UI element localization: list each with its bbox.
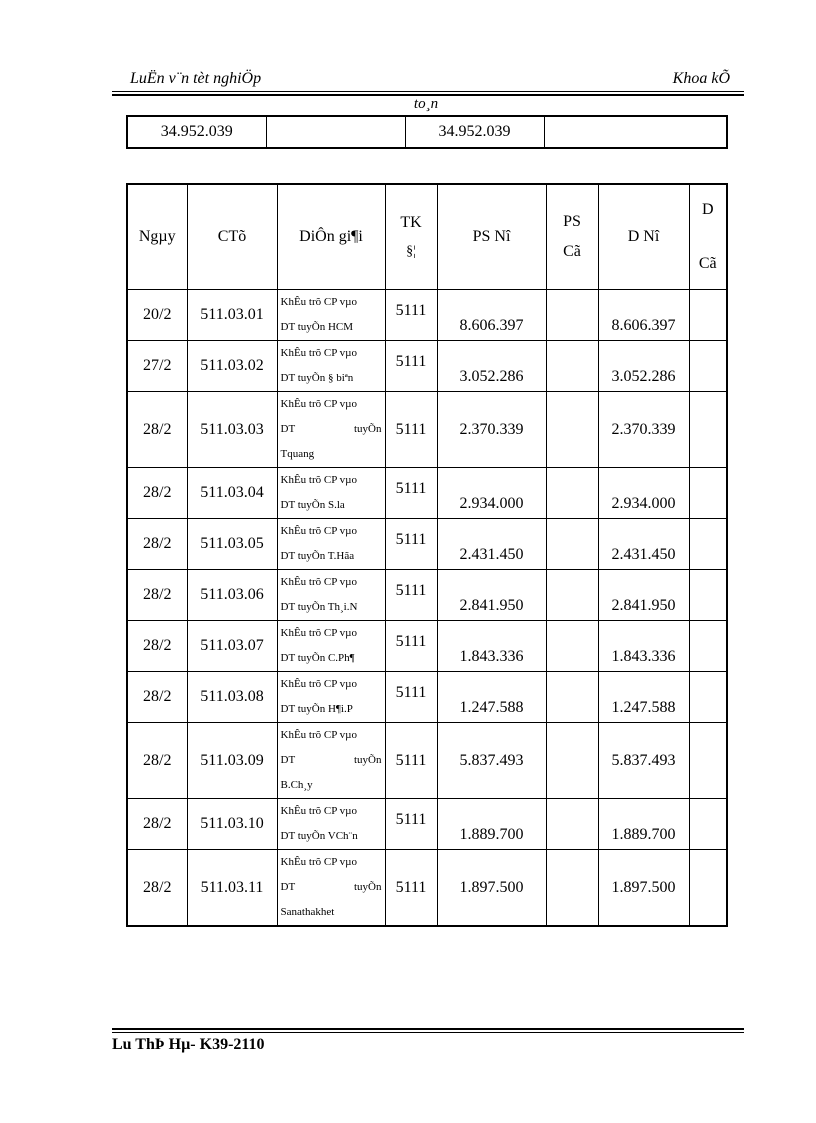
ledger-header-row — [127, 184, 727, 290]
col-header-account-line2: §¦ — [406, 244, 416, 259]
description-line: KhÊu trõ CP vµo — [280, 678, 358, 690]
description-line: KhÊu trõ CP vµo — [280, 347, 358, 359]
cell-balance-debit: 5.837.493 — [598, 723, 689, 799]
footer-author: Lu ThÞ Hµ- K39-2110 — [112, 1036, 265, 1053]
cell-debit: 5.837.493 — [437, 723, 546, 799]
description-word: tuyÕn — [354, 423, 382, 435]
cell-balance-credit — [689, 290, 727, 341]
cell-credit — [546, 621, 598, 672]
cell-description — [277, 519, 385, 570]
description-word: DT — [280, 754, 296, 766]
cell-credit — [546, 290, 598, 341]
cell-voucher: 511.03.01 — [187, 290, 277, 341]
cell-debit: 1.897.500 — [437, 850, 546, 927]
col-header-account-line1: TK — [400, 214, 422, 231]
cell-account: 5111 — [385, 672, 437, 723]
cell-credit — [546, 341, 598, 392]
description-line: DT tuyÕn S.la — [280, 499, 345, 511]
description-line: Sanathakhet — [280, 906, 335, 918]
cell-debit: 3.052.286 — [437, 341, 546, 392]
cell-description — [277, 799, 385, 850]
cell-voucher: 511.03.02 — [187, 341, 277, 392]
description-line: Tquang — [280, 448, 315, 460]
cell-credit — [546, 723, 598, 799]
ledger-row — [127, 799, 727, 850]
description-line — [281, 875, 382, 900]
cell-date: 28/2 — [127, 799, 187, 850]
cell-debit: 2.934.000 — [437, 468, 546, 519]
page-header — [112, 70, 744, 92]
cell-voucher: 511.03.04 — [187, 468, 277, 519]
cell-voucher: 511.03.05 — [187, 519, 277, 570]
cell-debit: 1.889.700 — [437, 799, 546, 850]
cell-description — [277, 672, 385, 723]
cell-account: 5111 — [385, 850, 437, 927]
cell-date: 28/2 — [127, 850, 187, 927]
ledger-row — [127, 290, 727, 341]
description-line: DT tuyÕn T.Hãa — [280, 550, 355, 562]
description-line: DT tuyÕn VCh¨n — [280, 830, 358, 842]
cell-balance-debit: 1.247.588 — [598, 672, 689, 723]
cell-balance-credit — [689, 850, 727, 927]
header-thesis-title: LuËn v¨n tèt nghiÖp — [130, 70, 262, 87]
cell-balance-credit — [689, 723, 727, 799]
cell-credit — [546, 850, 598, 927]
cell-voucher: 511.03.07 — [187, 621, 277, 672]
cell-date: 27/2 — [127, 341, 187, 392]
cell-balance-debit: 2.841.950 — [598, 570, 689, 621]
cell-voucher: 511.03.09 — [187, 723, 277, 799]
ledger-row — [127, 392, 727, 468]
cell-balance-debit: 2.370.339 — [598, 392, 689, 468]
cell-date: 28/2 — [127, 468, 187, 519]
description-line: KhÊu trõ CP vµo — [280, 525, 358, 537]
description-line — [281, 417, 382, 442]
description-word: tuyÕn — [354, 881, 382, 893]
description-line: KhÊu trõ CP vµo — [280, 856, 358, 868]
ledger-row — [127, 570, 727, 621]
cell-credit — [546, 672, 598, 723]
description-line: DT tuyÕn H¶i.P — [280, 703, 353, 715]
carryover-row — [127, 116, 727, 148]
cell-voucher: 511.03.06 — [187, 570, 277, 621]
description-line: KhÊu trõ CP vµo — [280, 805, 358, 817]
cell-credit — [546, 392, 598, 468]
description-line: KhÊu trõ CP vµo — [280, 729, 358, 741]
cell-description — [277, 570, 385, 621]
cell-description — [277, 290, 385, 341]
col-header-balance-credit-line2: Cã — [698, 255, 717, 272]
cell-credit — [546, 570, 598, 621]
carryover-cell: 34.952.039 — [127, 116, 266, 148]
caption-text: to¸n — [413, 96, 439, 112]
cell-date: 28/2 — [127, 723, 187, 799]
cell-debit: 1.843.336 — [437, 621, 546, 672]
cell-date: 28/2 — [127, 621, 187, 672]
ledger-row — [127, 672, 727, 723]
description-line: DT tuyÕn C.Ph¶ — [280, 652, 355, 664]
cell-account: 5111 — [385, 341, 437, 392]
ledger-row — [127, 519, 727, 570]
carryover-cell: 34.952.039 — [405, 116, 544, 148]
col-header-voucher: CTõ — [187, 184, 277, 290]
cell-date: 20/2 — [127, 290, 187, 341]
cell-voucher: 511.03.10 — [187, 799, 277, 850]
col-header-credit-line2: Cã — [563, 243, 581, 260]
cell-voucher: 511.03.11 — [187, 850, 277, 927]
cell-description — [277, 723, 385, 799]
cell-date: 28/2 — [127, 672, 187, 723]
ledger-row — [127, 468, 727, 519]
cell-description — [277, 850, 385, 927]
cell-balance-credit — [689, 341, 727, 392]
cell-account: 5111 — [385, 799, 437, 850]
col-header-credit-line1: PS — [563, 213, 581, 230]
cell-balance-debit: 2.431.450 — [598, 519, 689, 570]
description-line: KhÊu trõ CP vµo — [280, 398, 358, 410]
ledger-row — [127, 723, 727, 799]
description-word: DT — [280, 881, 296, 893]
header-rule-thin — [112, 91, 744, 92]
cell-account: 5111 — [385, 570, 437, 621]
ledger-row — [127, 621, 727, 672]
cell-debit: 2.841.950 — [437, 570, 546, 621]
carryover-cell — [266, 116, 405, 148]
description-line: B.Ch¸y — [280, 779, 313, 791]
col-header-date: Ngµy — [127, 184, 187, 290]
cell-balance-credit — [689, 672, 727, 723]
cell-description — [277, 392, 385, 468]
cell-account: 5111 — [385, 290, 437, 341]
cell-balance-debit: 2.934.000 — [598, 468, 689, 519]
header-faculty: Khoa kÕ — [672, 70, 730, 87]
cell-balance-credit — [689, 519, 727, 570]
cell-description — [277, 341, 385, 392]
cell-balance-credit — [689, 468, 727, 519]
cell-credit — [546, 799, 598, 850]
ledger-table — [126, 183, 728, 927]
ledger-body — [127, 290, 727, 927]
description-line: DT tuyÕn Th¸i.N — [280, 601, 358, 613]
cell-debit: 1.247.588 — [437, 672, 546, 723]
cell-balance-credit — [689, 392, 727, 468]
col-header-balance-credit-line1: D — [701, 201, 714, 218]
footer-rule-thick — [112, 1028, 744, 1030]
description-line: KhÊu trõ CP vµo — [280, 474, 358, 486]
description-word: DT — [280, 423, 296, 435]
col-header-account — [385, 184, 437, 290]
col-header-debit: PS Nî — [437, 184, 546, 290]
description-line: DT tuyÕn § biªn — [280, 372, 354, 384]
description-line: KhÊu trõ CP vµo — [280, 627, 358, 639]
col-header-balance-credit — [689, 184, 727, 290]
cell-account: 5111 — [385, 468, 437, 519]
cell-description — [277, 468, 385, 519]
cell-voucher: 511.03.08 — [187, 672, 277, 723]
cell-debit: 2.370.339 — [437, 392, 546, 468]
cell-date: 28/2 — [127, 392, 187, 468]
cell-balance-debit: 1.843.336 — [598, 621, 689, 672]
cell-debit: 8.606.397 — [437, 290, 546, 341]
cell-account: 5111 — [385, 723, 437, 799]
cell-balance-debit: 8.606.397 — [598, 290, 689, 341]
cell-credit — [546, 519, 598, 570]
cell-balance-credit — [689, 570, 727, 621]
cell-account: 5111 — [385, 621, 437, 672]
cell-account: 5111 — [385, 519, 437, 570]
cell-balance-debit: 1.889.700 — [598, 799, 689, 850]
cell-balance-credit — [689, 621, 727, 672]
carryover-table — [126, 115, 728, 149]
cell-balance-debit: 3.052.286 — [598, 341, 689, 392]
cell-voucher: 511.03.03 — [187, 392, 277, 468]
cell-balance-credit — [689, 799, 727, 850]
description-line — [281, 748, 382, 773]
cell-date: 28/2 — [127, 570, 187, 621]
col-header-description: DiÔn gi¶i — [277, 184, 385, 290]
carryover-cell — [544, 116, 727, 148]
col-header-credit — [546, 184, 598, 290]
cell-balance-debit: 1.897.500 — [598, 850, 689, 927]
cell-date: 28/2 — [127, 519, 187, 570]
description-line: KhÊu trõ CP vµo — [280, 576, 358, 588]
ledger-row — [127, 850, 727, 927]
cell-description — [277, 621, 385, 672]
cell-debit: 2.431.450 — [437, 519, 546, 570]
cell-credit — [546, 468, 598, 519]
ledger-row — [127, 341, 727, 392]
description-line: KhÊu trõ CP vµo — [280, 296, 358, 308]
footer-rule-thin — [112, 1032, 744, 1033]
description-line: DT tuyÕn HCM — [280, 321, 354, 333]
description-word: tuyÕn — [354, 754, 382, 766]
cell-account: 5111 — [385, 392, 437, 468]
col-header-balance-debit: D Nî — [598, 184, 689, 290]
